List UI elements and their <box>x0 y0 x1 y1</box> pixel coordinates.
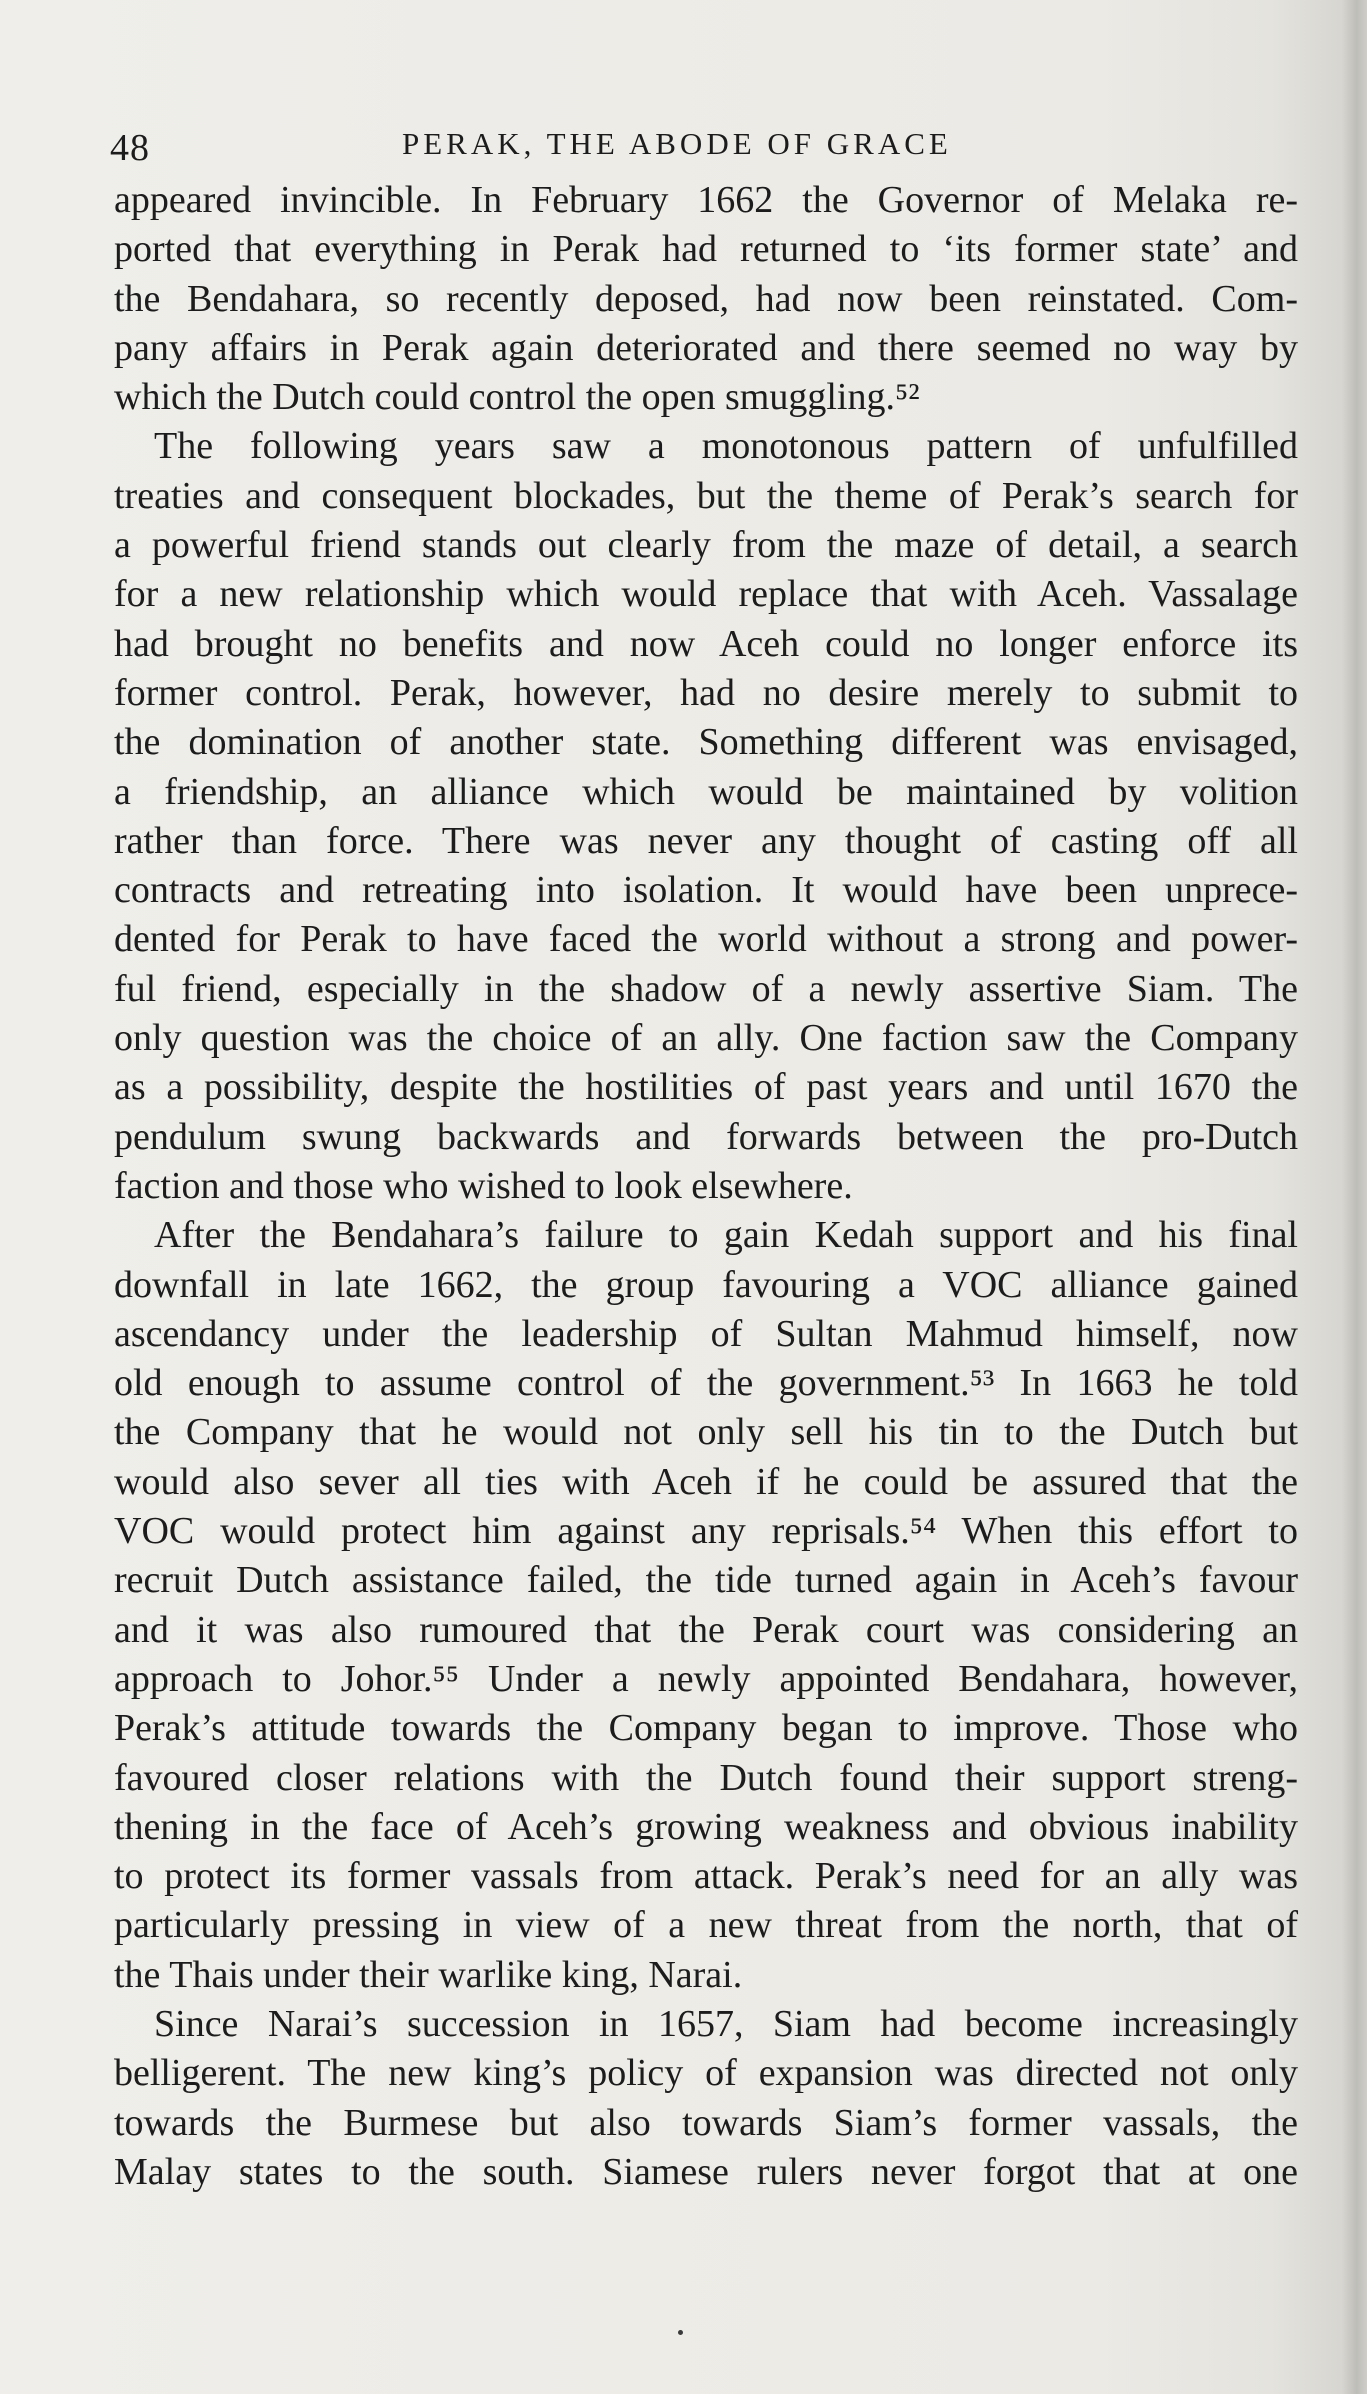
text-line: the Company that he would not only sell his tin to the Dutch but <box>114 1411 1298 1454</box>
text-line: as a possibility, despite the hostilities of past years and until 1670 the <box>114 1066 1298 1109</box>
text-line: faction and those who wished to look elsewhere. <box>114 1164 853 1207</box>
text-line: ascendancy under the leadership of Sultan Mahmud himself, now <box>114 1312 1298 1355</box>
text-line: towards the Burmese but also towards Siam’s former vassals, the <box>114 2101 1298 2144</box>
text-line: only question was the choice of an ally. One faction saw the Company <box>114 1017 1298 1060</box>
text-line: had brought no benefits and now Aceh could no longer enforce its <box>114 622 1298 665</box>
text-line: rather than force. There was never any thought of casting off all <box>114 819 1298 862</box>
text-line: dented for Perak to have faced the world without a strong and power- <box>114 918 1298 961</box>
text-line: treaties and consequent blockades, but the theme of Perak’s search for <box>114 474 1298 517</box>
body-text <box>114 176 1298 2197</box>
text-line: The following years saw a monotonous pattern of unfulfilled <box>154 425 1298 468</box>
ink-speck <box>678 2330 683 2335</box>
text-line: Malay states to the south. Siamese rulers never forgot that at one <box>114 2150 1298 2193</box>
text-line: a powerful friend stands out clearly from the maze of detail, a search <box>114 524 1298 567</box>
text-line: VOC would protect him against any reprisals.⁵⁴ When this effort to <box>114 1510 1298 1553</box>
text-line: a friendship, an alliance which would be maintained by volition <box>114 770 1298 813</box>
text-line: pany affairs in Perak again deteriorated and there seemed no way by <box>114 326 1298 369</box>
text-line: the domination of another state. Something different was envisaged, <box>114 721 1298 764</box>
text-line: downfall in late 1662, the group favouring a VOC alliance gained <box>114 1263 1298 1306</box>
text-line: for a new relationship which would replace that with Aceh. Vassalage <box>114 573 1298 616</box>
text-line: the Bendahara, so recently deposed, had now been reinstated. Com- <box>114 277 1298 320</box>
text-line: would also sever all ties with Aceh if he could be assured that the <box>114 1460 1298 1503</box>
text-line: former control. Perak, however, had no desire merely to submit to <box>114 671 1298 714</box>
text-line: approach to Johor.⁵⁵ Under a newly appointed Bendahara, however, <box>114 1657 1298 1700</box>
text-line: favoured closer relations with the Dutch found their support streng- <box>114 1756 1298 1799</box>
text-line: which the Dutch could control the open smuggling.⁵² <box>114 376 920 419</box>
text-line: contracts and retreating into isolation. It would have been unprece- <box>114 869 1298 912</box>
text-line: After the Bendahara’s failure to gain Kedah support and his final <box>154 1214 1298 1257</box>
text-line: old enough to assume control of the government.⁵³ In 1663 he told <box>114 1362 1298 1405</box>
page-edge <box>1341 0 1367 2394</box>
text-line: Perak’s attitude towards the Company began to improve. Those who <box>114 1707 1298 1750</box>
text-line: and it was also rumoured that the Perak court was considering an <box>114 1608 1298 1651</box>
page-number: 48 <box>110 127 150 169</box>
text-line: to protect its former vassals from attack. Perak’s need for an ally was <box>114 1855 1298 1898</box>
text-line: belligerent. The new king’s policy of expansion was directed not only <box>114 2052 1298 2095</box>
text-line: ful friend, especially in the shadow of a newly assertive Siam. The <box>114 967 1298 1010</box>
text-line: appeared invincible. In February 1662 the Governor of Melaka re- <box>114 179 1298 221</box>
text-line: recruit Dutch assistance failed, the tide turned again in Aceh’s favour <box>114 1559 1298 1602</box>
page-header <box>110 118 1260 178</box>
running-head: PERAK, THE ABODE OF GRACE <box>402 126 952 161</box>
text-line: thening in the face of Aceh’s growing weakness and obvious inability <box>114 1805 1298 1848</box>
text-line: Since Narai’s succession in 1657, Siam had become increasingly <box>154 2002 1298 2045</box>
text-line: pendulum swung backwards and forwards between the pro-Dutch <box>114 1115 1298 1158</box>
text-line: ported that everything in Perak had returned to ‘its former state’ and <box>114 228 1298 271</box>
text-line: particularly pressing in view of a new threat from the north, that of <box>114 1904 1298 1947</box>
text-line: the Thais under their warlike king, Narai. <box>114 1953 743 1996</box>
